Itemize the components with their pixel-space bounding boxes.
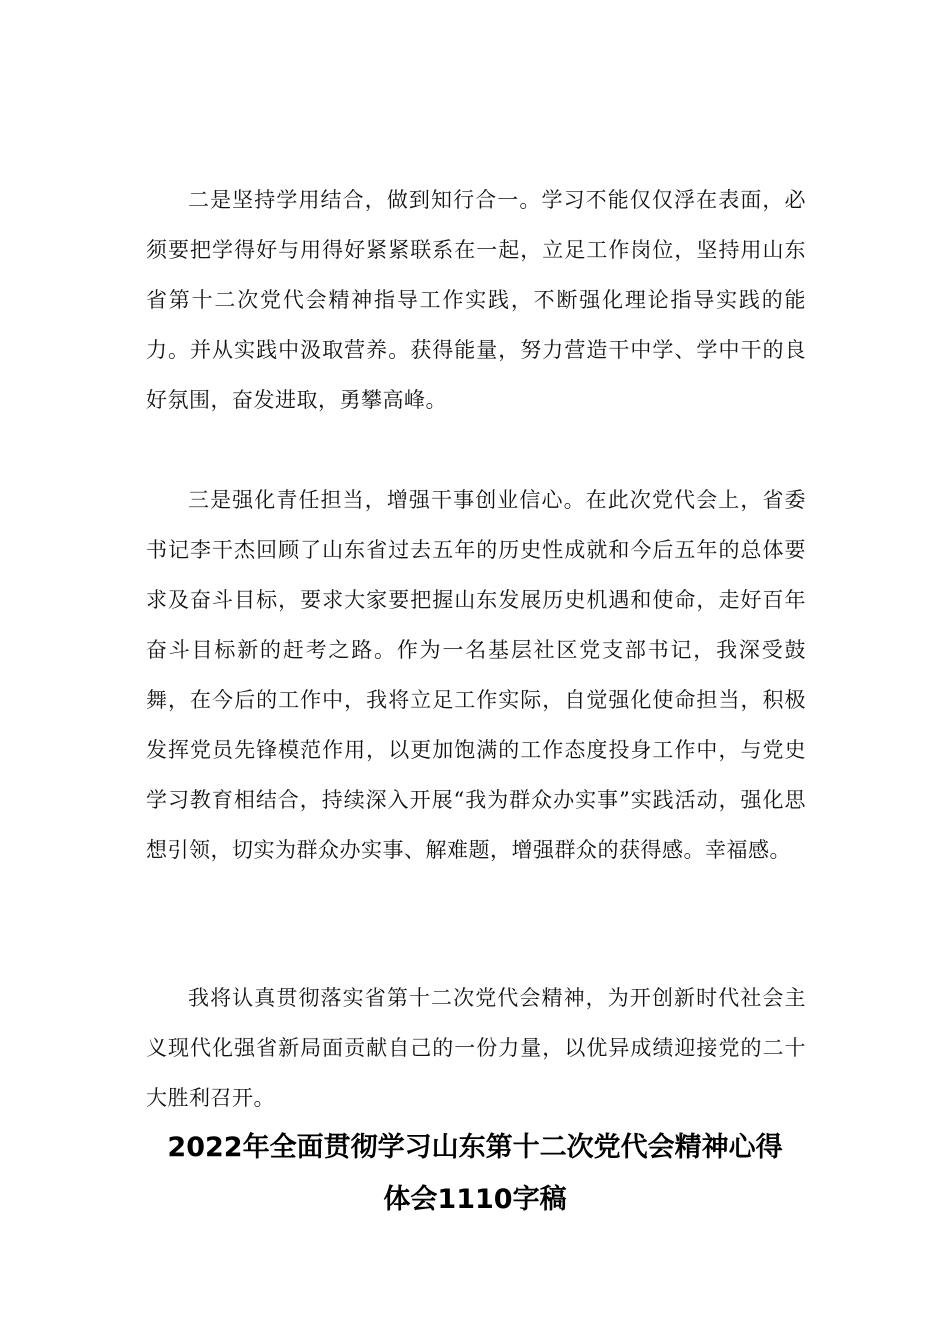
document-title-line-2: 体会1110字稿 xyxy=(383,1184,567,1215)
document-title-line-1: 2022年全面贯彻学习山东第十二次党代会精神心得 xyxy=(167,1132,783,1163)
paragraph-responsibility: 三是强化青任担当，增强干事创业信心。在此次党代会上，省委书记李干杰回顾了山东省过去五年的历史性成就和今后五年的总体要求及奋斗目标，要求大家要把握山东发展历史机遇和使命，走好百年奋斗目标新的赶考之路。作为一名基层社区党支部书记，我深受鼓舞，在今后的工作中，我将立足工作实际，自觉强化使命担当，积极发挥党员先锋模范作用，以更加饱满的工作态度投身工作中，与党史学习教育相结合，持续深入开展“我为群众办实事”实践活动，强化思想引领，切实为群众办实事、解难题，增强群众的获得感。幸福感。 xyxy=(146,488,806,862)
document-title xyxy=(130,1122,820,1226)
paragraph-practice: 二是坚持学用结合，做到知行合一。学习不能仅仅浮在表面，必须要把学得好与用得好紧紧联系在一起，立足工作岗位，坚持用山东省第十二次党代会精神指导工作实践，不断强化理论指导实践的能力。并从实践中汲取营养。获得能量，努力营造干中学、学中干的良好氛围，奋发进取，勇攀高峰。 xyxy=(146,188,806,412)
paragraph-conclusion: 我将认真贯彻落实省第十二次党代会精神，为开创新时代社会主义现代化强省新局面贡献自己的一份力量，以优异成绩迎接党的二十大胜利召开。 xyxy=(146,986,806,1110)
